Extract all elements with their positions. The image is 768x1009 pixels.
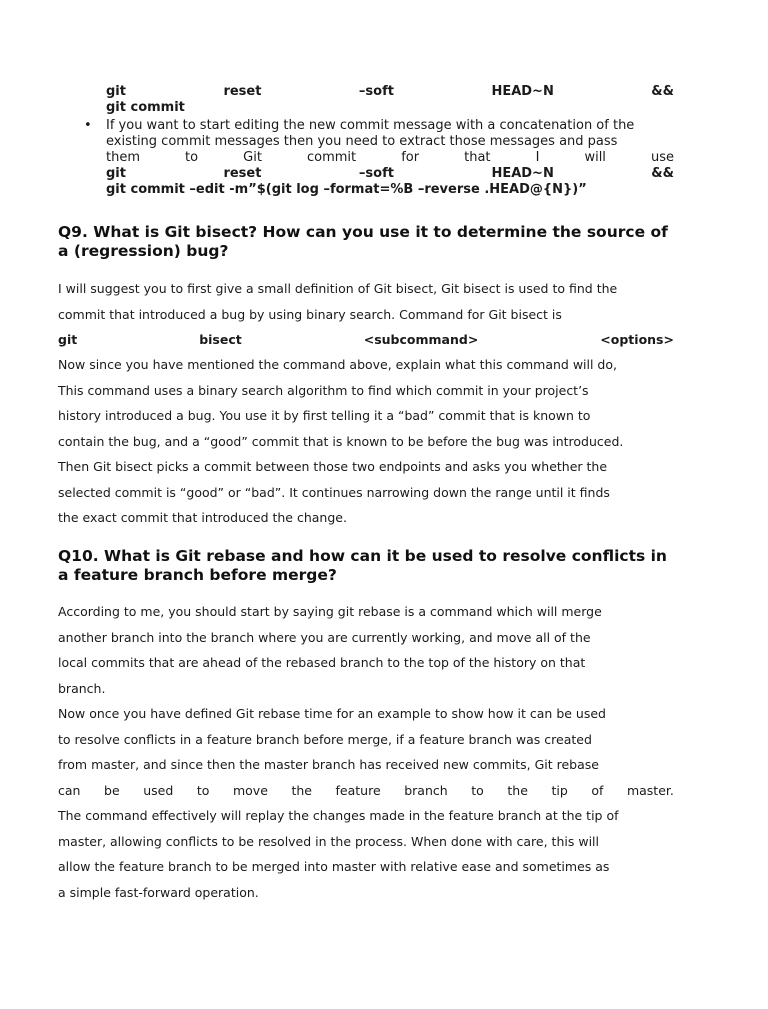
- cmd-token: git: [106, 166, 126, 181]
- word: the: [507, 782, 528, 798]
- bisect-command-line: [58, 327, 674, 352]
- cmd-token: HEAD~N: [491, 84, 554, 99]
- text-line: history introduced a bug. You use it by first telling it a “bad” commit that is known to: [58, 408, 591, 423]
- text-line: the exact commit that introduced the change.: [58, 510, 347, 525]
- text-line: a simple fast-forward operation.: [58, 884, 259, 900]
- word: of: [591, 782, 604, 798]
- word: Git: [243, 150, 262, 165]
- word: to: [471, 782, 484, 798]
- word: used: [143, 782, 174, 798]
- cmd-token: <options>: [600, 332, 674, 347]
- command-line-reset-2: [106, 166, 674, 182]
- q9-heading-line: Q9. What is Git bisect? How can you use it to determine the source of: [58, 223, 668, 241]
- cmd-token: <subcommand>: [363, 332, 479, 347]
- word: feature: [335, 782, 381, 798]
- q10-answer: [58, 599, 674, 905]
- text-line: selected commit is “good” or “bad”. It continues narrowing down the range until it finds: [58, 484, 610, 500]
- word: I: [535, 150, 540, 165]
- text-line: The command effectively will replay the changes made in the feature branch at the tip of: [58, 808, 619, 823]
- word: to: [185, 150, 199, 165]
- cmd-token: –soft: [358, 166, 394, 181]
- word: will: [584, 150, 606, 165]
- cmd-token: reset: [223, 166, 262, 181]
- q9-answer: [58, 276, 674, 531]
- command-line-commit-edit: git commit –edit -m”$(git log –format=%B –reverse .HEAD@{N})”: [106, 182, 587, 197]
- q9-heading-line: a (regression) bug?: [58, 242, 229, 260]
- word: tip: [551, 782, 568, 798]
- command-line-commit-1: git commit: [106, 100, 185, 115]
- q9-heading: [58, 223, 674, 261]
- text-line: Then Git bisect picks a commit between those two endpoints and asks you whether the: [58, 459, 608, 474]
- word: master.: [626, 782, 674, 798]
- word: the: [291, 782, 312, 798]
- word: be: [104, 782, 120, 798]
- text-line: contain the bug, and a “good” commit that is known to be before the bug was introduced.: [58, 433, 624, 449]
- q10-heading-line: Q10. What is Git rebase and how can it be used to resolve conflicts in: [58, 547, 667, 565]
- text-line: master, allowing conflicts to be resolved in the process. When done with care, this will: [58, 833, 599, 849]
- text-line: local commits that are ahead of the rebased branch to the top of the history on that: [58, 655, 586, 670]
- word: branch: [404, 782, 448, 798]
- bullet-text-line-justified: [106, 150, 674, 166]
- word: to: [196, 782, 210, 798]
- bullet-text-line: existing commit messages then you need to extract those messages and pass: [106, 134, 618, 149]
- text-line: to resolve conflicts in a feature branch before merge, if a feature branch was created: [58, 731, 592, 747]
- cmd-token: reset: [223, 84, 262, 99]
- cmd-token: &&: [651, 166, 674, 181]
- cmd-token: git: [106, 84, 126, 99]
- text-line-justified: [58, 778, 674, 804]
- text-line: another branch into the branch where you are currently working, and move all of the: [58, 629, 591, 645]
- cmd-token: git: [58, 332, 78, 347]
- cmd-token: –soft: [358, 84, 394, 99]
- text-line: Now since you have mentioned the command above, explain what this command will do,: [58, 357, 617, 372]
- bullet-item: [58, 118, 674, 198]
- bullet-text-line: If you want to start editing the new commit message with a concatenation of the: [106, 118, 635, 133]
- text-line: Now once you have defined Git rebase time for an example to show how it can be used: [58, 706, 606, 721]
- word: for: [401, 150, 420, 165]
- word: use: [650, 150, 674, 165]
- cmd-token: &&: [651, 84, 674, 99]
- word: them: [106, 150, 140, 165]
- word: move: [232, 782, 268, 798]
- text-line: I will suggest you to first give a small definition of Git bisect, Git bisect is used to find the: [58, 281, 618, 296]
- text-line: According to me, you should start by saying git rebase is a command which will merge: [58, 604, 602, 619]
- q10-heading-line: a feature branch before merge?: [58, 566, 337, 584]
- text-line: allow the feature branch to be merged into master with relative ease and sometimes as: [58, 859, 610, 874]
- text-line: from master, and since then the master branch has received new commits, Git rebase: [58, 757, 599, 772]
- text-line: This command uses a binary search algorithm to find which commit in your project’s: [58, 382, 589, 398]
- bullet-icon: •: [84, 118, 92, 133]
- q10-heading: [58, 547, 674, 585]
- cmd-token: HEAD~N: [491, 166, 554, 181]
- command-block-1: [106, 84, 674, 116]
- cmd-token: bisect: [199, 332, 242, 347]
- command-line-reset-1: [106, 84, 674, 100]
- word: can: [58, 782, 81, 798]
- text-line: commit that introduced a bug by using binary search. Command for Git bisect is: [58, 306, 562, 322]
- word: that: [464, 150, 491, 165]
- text-line: branch.: [58, 680, 106, 696]
- word: commit: [307, 150, 357, 165]
